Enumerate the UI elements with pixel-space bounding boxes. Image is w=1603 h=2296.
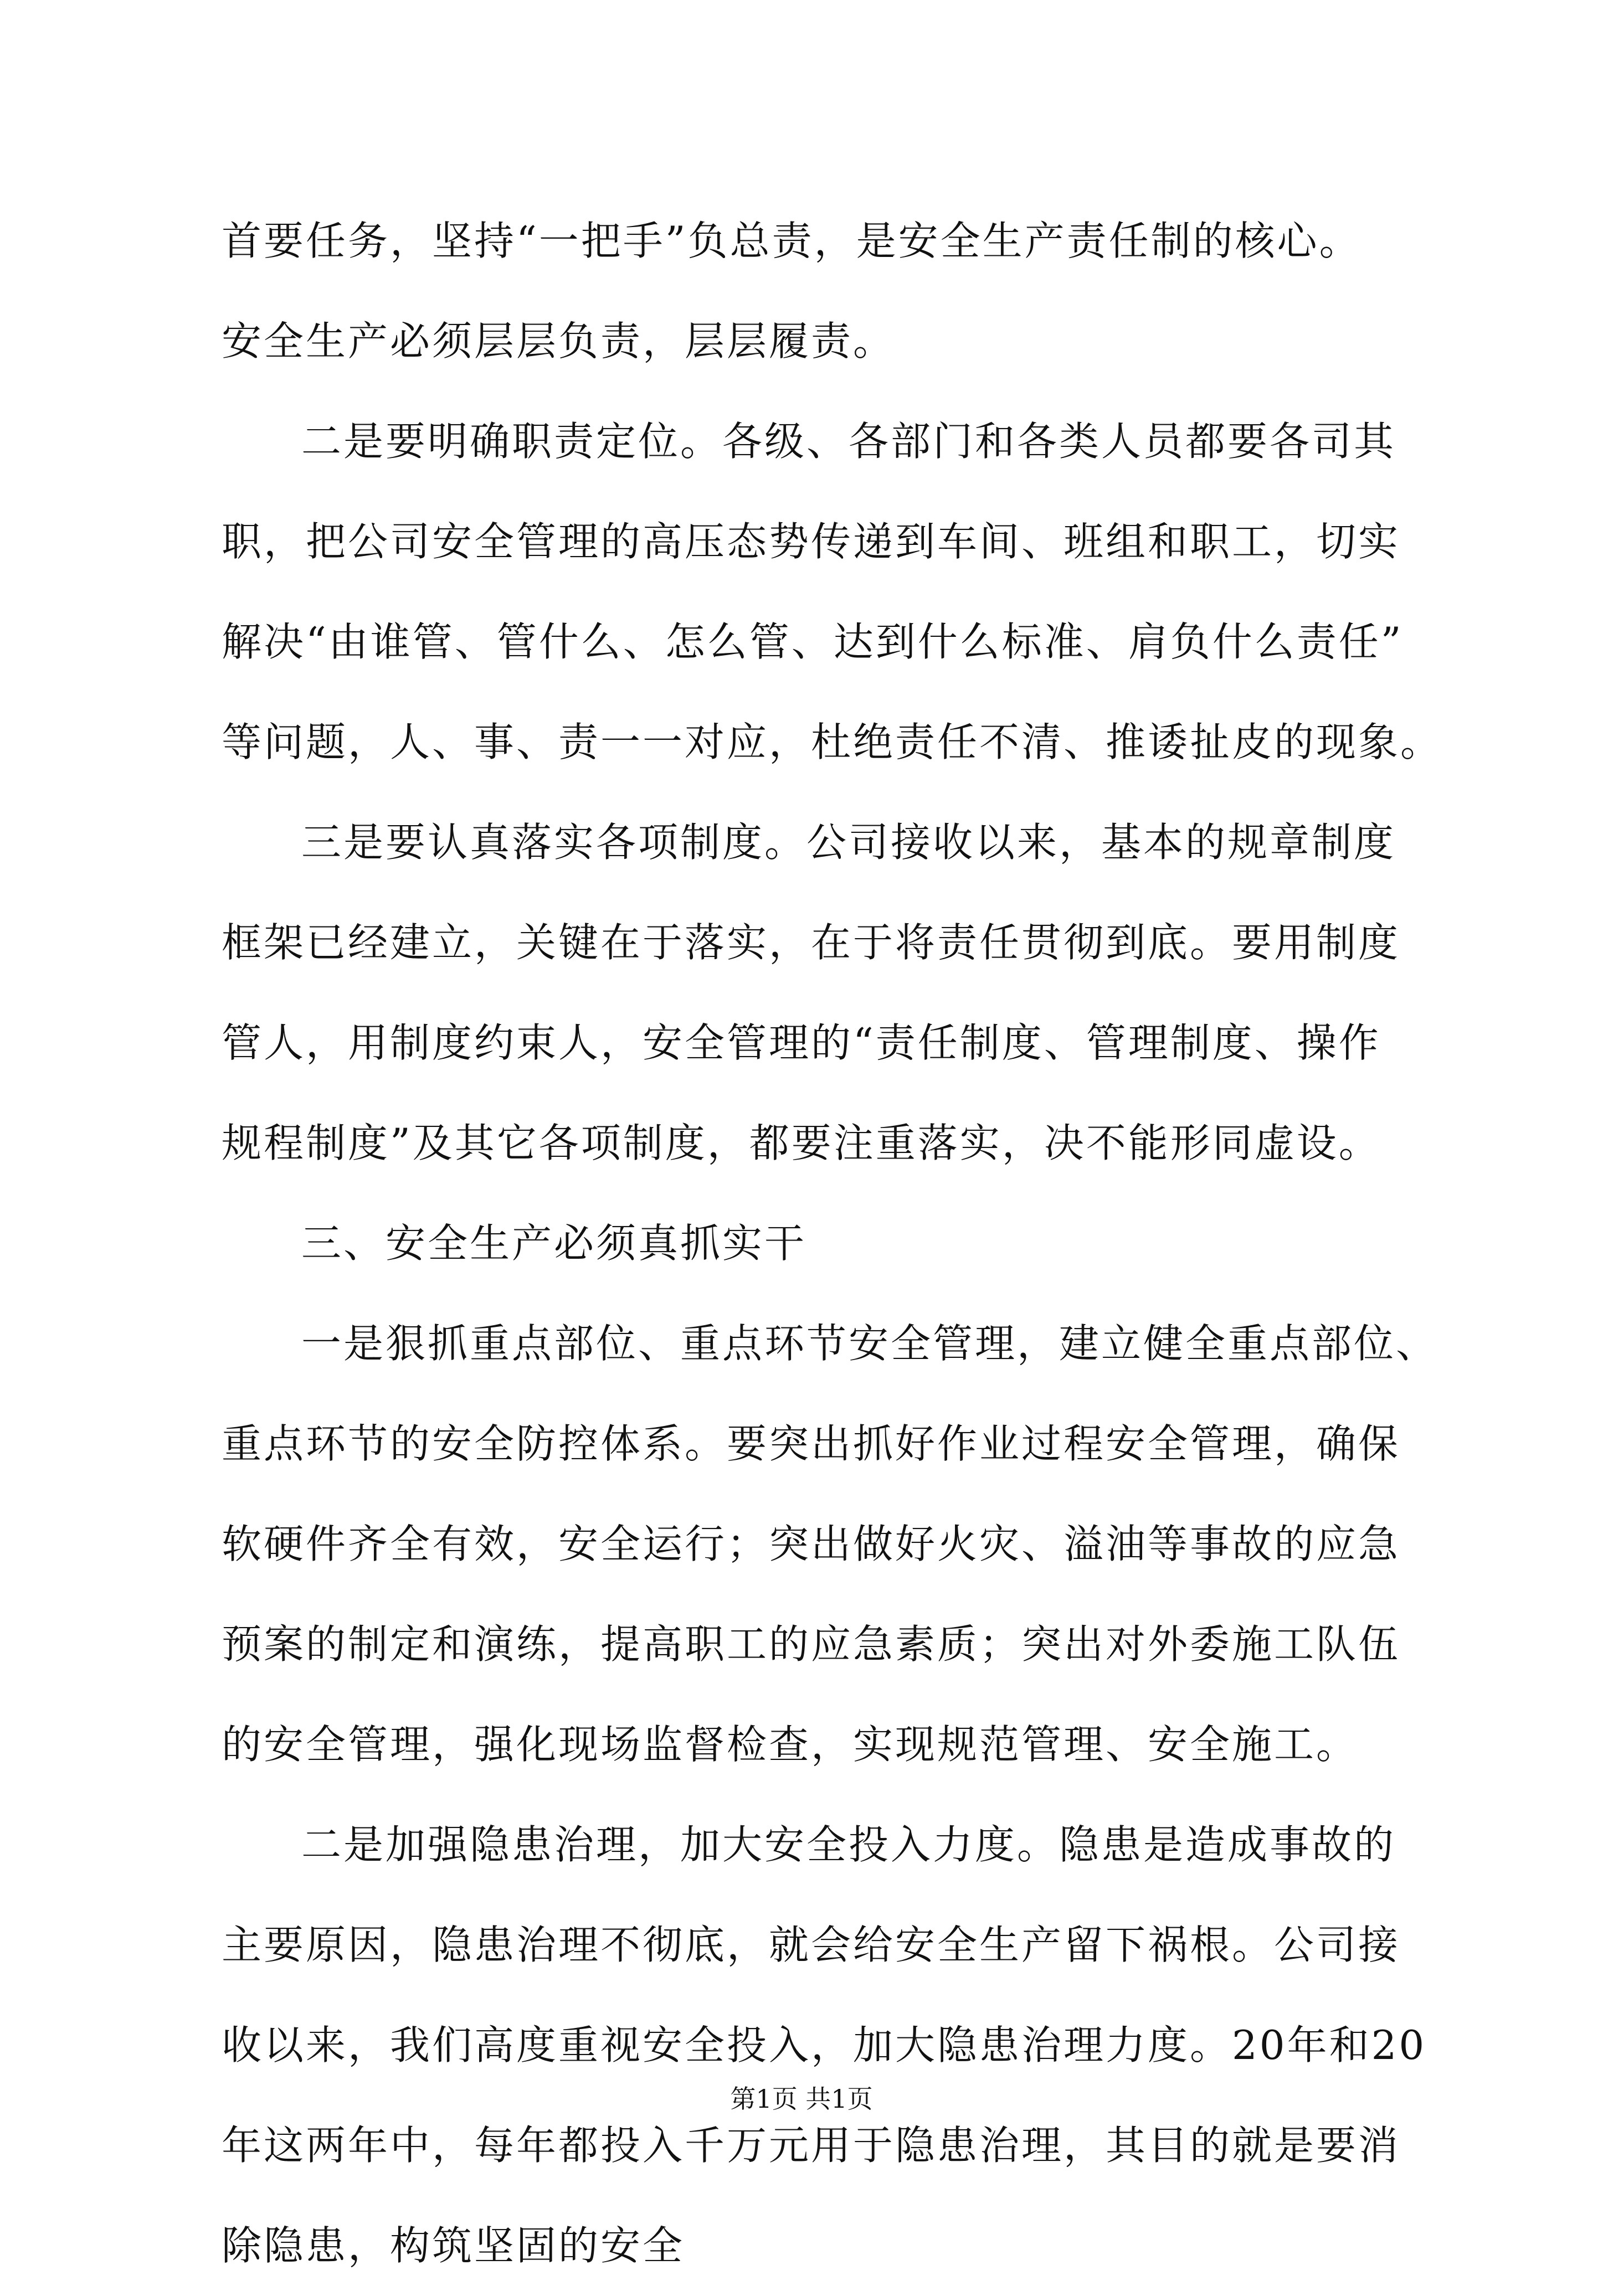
section-heading: 三、安全生产必须真抓实干 xyxy=(301,1220,807,1267)
text-line: 规程制度”及其它各项制度，都要注重落实，决不能形同虚设。 xyxy=(222,1120,1381,1166)
text-line: 主要原因，隐患治理不彻底，就会给安全生产留下祸根。公司接 xyxy=(222,1922,1401,1968)
page-number-footer: 第1页 共1页 xyxy=(730,2084,873,2114)
text-line: 年这两年中，每年都投入千万元用于隐患治理，其目的就是要消 xyxy=(222,2122,1401,2169)
paragraph-start-line: 二是加强隐患治理，加大安全投入力度。隐患是造成事故的 xyxy=(301,1821,1396,1868)
text-line: 软硬件齐全有效，安全运行；突出做好火灾、溢油等事故的应急 xyxy=(222,1521,1401,1567)
text-line: 解决“由谁管、管什么、怎么管、达到什么标准、肩负什么责任” xyxy=(222,619,1404,665)
text-line: 预案的制定和演练，提高职工的应急素质；突出对外委施工队伍 xyxy=(222,1621,1401,1667)
paragraph-start-line: 二是要明确职责定位。各级、各部门和各类人员都要各司其 xyxy=(301,418,1396,465)
document-body xyxy=(222,191,1443,2296)
text-line: 收以来，我们高度重视安全投入，加大隐患治理力度。20年和20 xyxy=(222,2022,1427,2068)
text-line: 职，把公司安全管理的高压态势传递到车间、班组和职工，切实 xyxy=(222,518,1401,565)
text-line: 除隐患，构筑坚固的安全 xyxy=(222,2222,685,2269)
text-line: 安全生产必须层层负责，层层履责。 xyxy=(222,318,896,364)
text-line: 等问题，人、事、责一一对应，杜绝责任不清、推诿扯皮的现象。 xyxy=(222,719,1443,765)
text-line: 的安全管理，强化现场监督检查，实现规范管理、安全施工。 xyxy=(222,1721,1359,1768)
text-line: 首要任务，坚持“一把手”负总责，是安全生产责任制的核心。 xyxy=(222,218,1361,264)
text-line: 框架已经建立，关键在于落实，在于将责任贯彻到底。要用制度 xyxy=(222,919,1401,966)
paragraph-start-line: 一是狠抓重点部位、重点环节安全管理，建立健全重点部位、 xyxy=(301,1320,1438,1367)
paragraph-start-line: 三是要认真落实各项制度。公司接收以来，基本的规章制度 xyxy=(301,819,1396,866)
text-line: 重点环节的安全防控体系。要突出抓好作业过程安全管理，确保 xyxy=(222,1420,1401,1467)
text-line: 管人，用制度约束人，安全管理的“责任制度、管理制度、操作 xyxy=(222,1020,1381,1066)
